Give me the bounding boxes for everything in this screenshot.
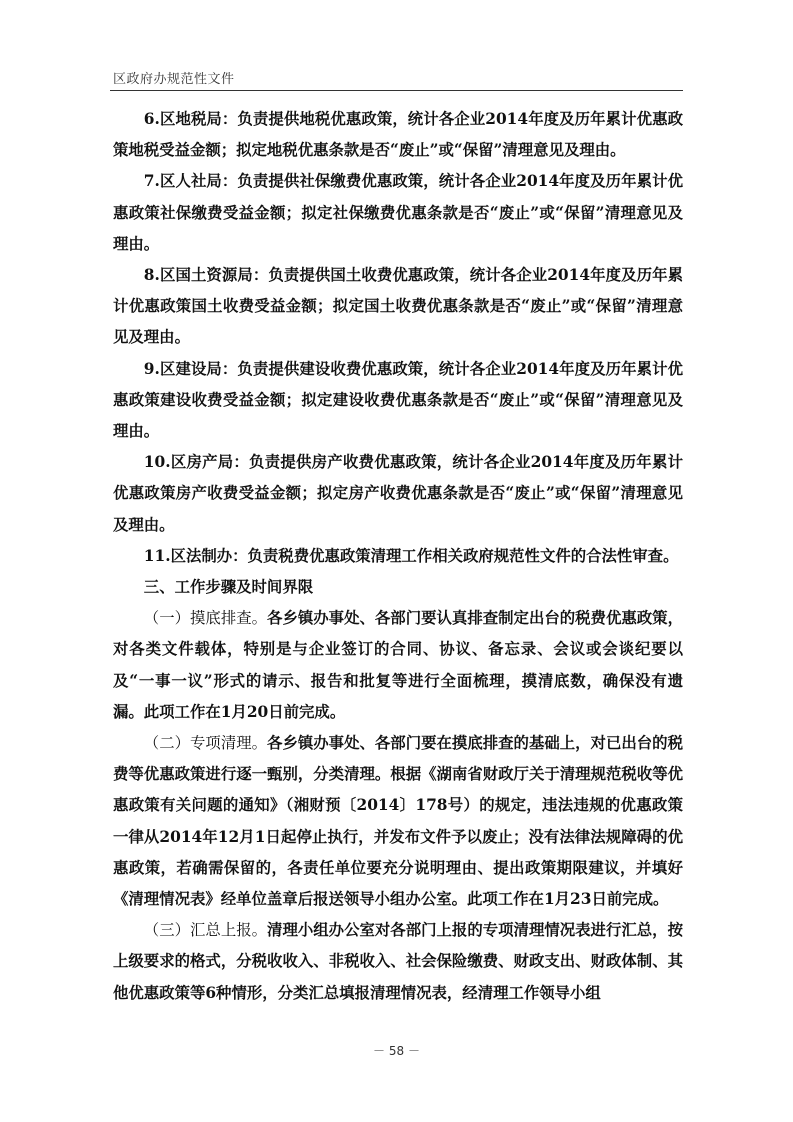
document-body [113,104,683,1009]
paragraph-step-2: （二）专项清理。各乡镇办事处、各部门要在摸底排查的基础上，对已出台的税费等优惠政策进行逐一甄别，分类清理。根据《湖南省财政厅关于清理规范税收等优惠政策有关问题的通知》（湘财预〔2014〕178号）的规定，违法违规的优惠政策一律从2014年12月1日起停止执行，并发布文件予以废止；没有法律法规障碍的优惠政策，若确需保留的，各责任单位要充分说明理由、提出政策期限建议，并填好《清理情况表》经单位盖章后报送领导小组办公室。此项工作在1月23日前完成。 [113,734,683,909]
paragraph-step-3: （三）汇总上报。清理小组办公室对各部门上报的专项清理情况表进行汇总，按上级要求的格式，分税收收入、非税收入、社会保险缴费、财政支出、财政体制、其他优惠政策等6种情形，分类汇总填报清理情况表，经清理工作领导小组 [113,921,683,1002]
section-heading-3: 三、工作步骤及时间界限 [143,578,314,597]
paragraph-step-1: （一）摸底排查。各乡镇办事处、各部门要认真排查制定出台的税费优惠政策，对各类文件载体，特别是与企业签订的合同、协议、备忘录、会议或会谈纪要以及“一事一议”形式的请示、报告和批复等进行全面梳理，摸清底数，确保没有遗漏。此项工作在1月20日前完成。 [113,609,683,721]
paragraph-item-11: 11.区法制办：负责税费优惠政策清理工作相关政府规范性文件的合法性审查。 [143,546,679,565]
paragraph-item-9: 9.区建设局：负责提供建设收费优惠政策，统计各企业2014年度及历年累计优惠政策建设收费受益金额；拟定建设收费优惠条款是否“废止”或“保留”清理意见及理由。 [113,359,683,441]
paragraph-item-7: 7.区人社局：负责提供社保缴费优惠政策，统计各企业2014年度及历年累计优惠政策社保缴费受益金额；拟定社保缴费优惠条款是否“废止”或“保留”清理意见及理由。 [113,172,683,253]
document-header: 区政府办规范性文件 [113,72,235,87]
paragraph-item-10: 10.区房产局：负责提供房产收费优惠政策，统计各企业2014年度及历年累计优惠政策房产收费受益金额；拟定房产收费优惠条款是否“废止”或“保留”清理意见及理由。 [113,453,683,534]
paragraph-item-8: 8.区国土资源局：负责提供国土收费优惠政策，统计各企业2014年度及历年累计优惠政策国土收费受益金额；拟定国土收费优惠条款是否“废止”或“保留”清理意见及理由。 [113,266,683,347]
header-divider [110,90,683,91]
paragraph-item-6: 6.区地税局：负责提供地税优惠政策，统计各企业2014年度及历年累计优惠政策地税受益金额；拟定地税优惠条款是否“废止”或“保留”清理意见及理由。 [113,110,683,160]
page-number: － 58 － [373,1044,420,1058]
